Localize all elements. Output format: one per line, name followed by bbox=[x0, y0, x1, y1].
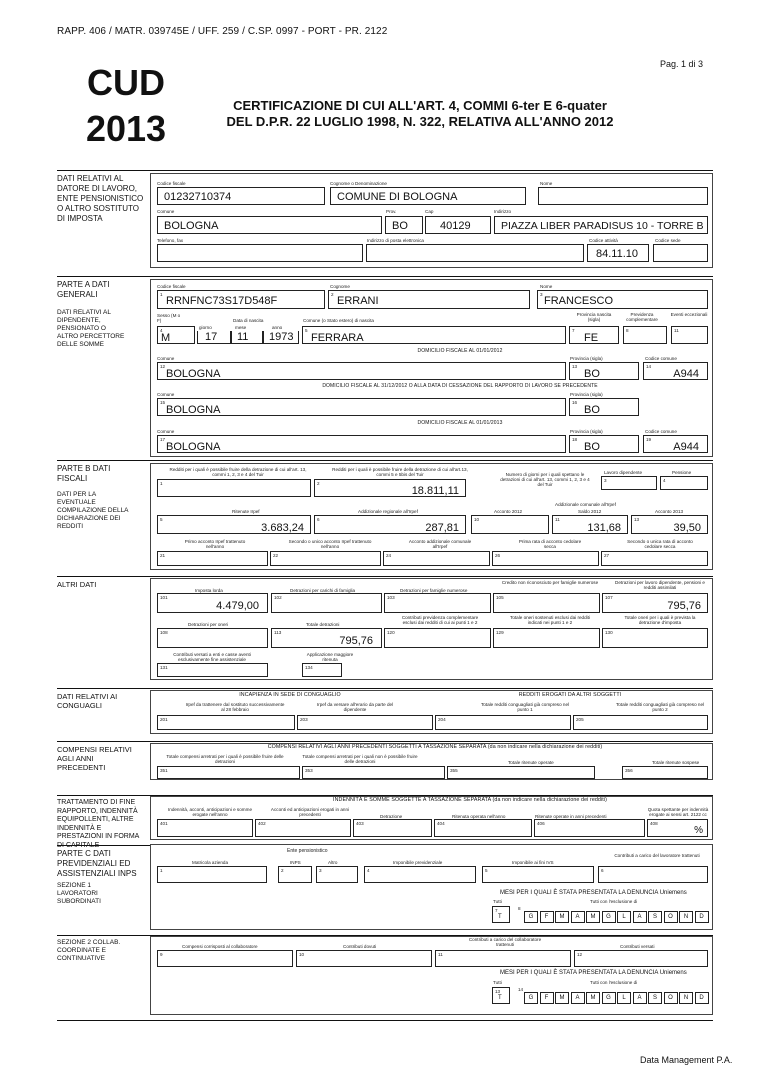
month-checkbox[interactable]: L bbox=[617, 992, 631, 1004]
month-checkbox[interactable]: A bbox=[633, 992, 647, 1004]
field-a-130[interactable]: 130 bbox=[602, 628, 708, 648]
label-c-204: Totale redditi conguagliati già compreso nel punto 1 bbox=[480, 702, 570, 712]
label-a-134: Applicazione maggiore ritenuta bbox=[306, 652, 354, 662]
section-compensi-label: COMPENSI RELATIVI AGLI ANNI PRECEDENTI bbox=[57, 745, 132, 772]
field-a-102[interactable]: 102 bbox=[271, 593, 382, 613]
field-t-403[interactable]: 403 bbox=[353, 819, 432, 837]
label-dip-sesso: Sesso (M o F) bbox=[157, 313, 181, 323]
dip-mese-value: 11 bbox=[237, 331, 249, 343]
dom1-comune-value: BOLOGNA bbox=[166, 368, 221, 380]
label-datore-cf: Codice fiscale bbox=[157, 181, 186, 186]
month-checkbox[interactable]: S bbox=[648, 911, 662, 923]
field-datore-email[interactable] bbox=[366, 244, 584, 262]
document-title bbox=[200, 98, 640, 130]
footer-company: Data Management P.A. bbox=[640, 1055, 733, 1065]
month-checkbox[interactable]: G bbox=[524, 992, 538, 1004]
label-b-1: Redditi per i quali è possibile fruire della detrazione di cui all'art. 13, commi 1, 2, 3 e 4 del Tuir bbox=[169, 467, 307, 477]
label-matricola: Matricola azienda bbox=[192, 860, 229, 865]
field-dip-prov-nascita[interactable]: 7 FE bbox=[569, 326, 619, 344]
field-dip-comune-nascita[interactable]: 5 FERRARA bbox=[302, 326, 566, 344]
label-t-401: Indennità, acconti, anticipazioni e somme erogate nell'anno bbox=[167, 807, 252, 817]
title-line1: CERTIFICAZIONE DI CUI ALL'ART. 4, COMMI 6-ter E 6-quater bbox=[233, 98, 607, 113]
label-b-2: Redditi per i quali è possibile fruire della detrazione di cui all'art.13, commi 5 e 5bis del Tuir bbox=[332, 467, 468, 477]
label-tutti-1: Tutti bbox=[493, 899, 502, 904]
dom3-prov-value: BO bbox=[584, 441, 600, 453]
label-a-108: Detrazioni per oneri bbox=[188, 622, 229, 627]
field-dip-eventi[interactable]: 11 bbox=[671, 326, 708, 344]
field-a-134[interactable]: 134 bbox=[302, 663, 342, 677]
label-esclusione-1: Tutti con l'esclusione di bbox=[590, 899, 638, 904]
field-dip-previdenza[interactable]: 8 bbox=[623, 326, 667, 344]
band-compensi: COMPENSI RELATIVI AGLI ANNI PRECEDENTI SOGGETTI A TASSAZIONE SEPARATA (da non indicare nella dichiarazione dei redditi) bbox=[267, 744, 603, 750]
dip-giorno-value: 17 bbox=[205, 331, 218, 343]
dom3-cod-value: A944 bbox=[673, 441, 699, 453]
dom1-cod-value: A944 bbox=[673, 368, 699, 380]
field-dom1-cod[interactable]: 14 A944 bbox=[643, 362, 708, 380]
label-t-406: Ritenute operate in anni precedenti bbox=[535, 814, 607, 819]
label-b-22: Secondo o unico acconto Irpef trattenuto nell'anno bbox=[288, 539, 372, 549]
dom2-prov-value: BO bbox=[584, 404, 600, 416]
label-datore-cap: Cap bbox=[425, 209, 434, 214]
month-checkbox[interactable]: M bbox=[555, 911, 569, 923]
field-datore-attivita[interactable] bbox=[587, 244, 649, 262]
label-dip-nome: Nome bbox=[540, 284, 553, 289]
datore-attivita-value: 84.11.10 bbox=[596, 248, 639, 260]
label-a-107: Detrazioni per lavoro dipendente, pensioni e redditi assimilati bbox=[615, 580, 705, 590]
field-dip-cf[interactable]: 1 RRNFNC73S17D548F bbox=[157, 290, 325, 309]
field-d-356[interactable]: 356 bbox=[622, 766, 708, 779]
field-t-402[interactable]: 402 bbox=[255, 819, 351, 837]
field-b-5[interactable]: 5 3.683,24 bbox=[157, 515, 311, 534]
dom1-prov-value: BO bbox=[584, 368, 600, 380]
field-dom3-cod[interactable]: 19 A944 bbox=[643, 435, 708, 453]
label-a-129: Totale oneri sostenuti esclusi dai redditi indicati nei punti 1 e 2 bbox=[510, 615, 590, 625]
label-a-120: Contributi previdenza complementare esclusi dai redditi di cui ai punti 1 e 2 bbox=[401, 615, 479, 625]
field-b-26[interactable]: 26 bbox=[492, 551, 599, 566]
month-checkbox[interactable]: S bbox=[648, 992, 662, 1004]
month-checkbox[interactable]: F bbox=[540, 911, 554, 923]
label-s2-10: Contributi dovuti bbox=[343, 944, 377, 949]
datore-prov-value: BO bbox=[392, 220, 408, 232]
label-a-105: Credito non riconosciuto per famiglie numerose bbox=[501, 580, 599, 585]
field-a-113[interactable]: 113 795,76 bbox=[271, 628, 382, 648]
field-dip-nome[interactable]: 3 FRANCESCO bbox=[537, 290, 708, 309]
field-a-129[interactable]: 129 bbox=[493, 628, 600, 648]
month-checkbox[interactable]: D bbox=[695, 911, 709, 923]
label-datore-nome: Nome bbox=[540, 181, 553, 186]
month-checkbox[interactable]: M bbox=[586, 992, 600, 1004]
field-datore-sede[interactable] bbox=[653, 244, 708, 262]
month-checkbox[interactable]: A bbox=[571, 911, 585, 923]
section-parte-c-label: PARTE C DATI PREVIDENZIALI ED ASSISTENZIALI INPS bbox=[57, 849, 137, 878]
datore-cf-value: 01232710374 bbox=[164, 191, 232, 203]
section-c-sez1: SEZIONE 1 LAVORATORI SUBORDINATI bbox=[57, 882, 101, 905]
field-dip-sesso[interactable]: 4 M bbox=[157, 326, 195, 344]
dip-sesso-value: M bbox=[161, 332, 171, 344]
month-checkbox[interactable]: M bbox=[555, 992, 569, 1004]
month-checkbox[interactable]: M bbox=[586, 911, 600, 923]
logo-line1: CUD bbox=[87, 62, 165, 103]
label-c-203: Irpef da versare all'erario da parte del dipendente bbox=[316, 702, 394, 712]
band-incapienza: INCAPIENZA IN SEDE DI CONGUAGLIO bbox=[239, 692, 341, 698]
field-dom3-comune[interactable]: 17 BOLOGNA bbox=[157, 435, 566, 453]
field-datore-nome[interactable] bbox=[538, 187, 708, 205]
band-tfr: INDENNITÀ E SOMME SOGGETTE A TASSAZIONE SEPARATA (da non indicare nella dichiarazione dei redditi) bbox=[333, 797, 607, 803]
label-dip-mese: mese bbox=[235, 325, 247, 330]
label-d-353: Totale compensi arretrati per i quali non è possibile fruire delle detrazioni bbox=[302, 754, 418, 764]
field-s2-11[interactable]: 11 bbox=[435, 950, 571, 967]
field-dip-cognome[interactable]: 2 ERRANI bbox=[328, 290, 530, 309]
dip-anno-value: 1973 bbox=[269, 331, 294, 343]
label-datore-indirizzo: Indirizzo bbox=[494, 209, 512, 214]
dom3-comune-value: BOLOGNA bbox=[166, 441, 221, 453]
field-c-204[interactable]: 204 bbox=[435, 715, 571, 730]
field-c-1[interactable]: 1 bbox=[157, 866, 267, 883]
band-redditi-altri: REDDITI EROGATI DA ALTRI SOGGETTI bbox=[518, 692, 622, 698]
field-a-101[interactable]: 101 4.479,00 bbox=[157, 593, 268, 613]
field-t-401[interactable]: 401 bbox=[157, 819, 253, 837]
t-408-percent: % bbox=[694, 825, 703, 836]
section-divider bbox=[57, 741, 713, 742]
field-b-22[interactable]: 22 bbox=[270, 551, 381, 566]
field-t-408[interactable]: 408 % bbox=[647, 819, 708, 837]
section-divider bbox=[57, 170, 713, 171]
field-b-6[interactable]: 6 287,81 bbox=[314, 515, 466, 534]
section-parte-a-sub: DATI RELATIVI AL DIPENDENTE, PENSIONATO O ALTRO PERCETTORE DELLE SOMME bbox=[57, 309, 125, 348]
label-b-addcom: Addizionale comunale all'Irpef bbox=[555, 502, 616, 507]
label-a-131: Contributi versati a enti e casse aventi esclusivamente fine assistenziale bbox=[173, 652, 251, 662]
label-dom2-comune: Comune bbox=[157, 392, 175, 397]
field-b-10[interactable]: 10 bbox=[471, 515, 549, 534]
label-a-130: Totale oneri per i quali è prevista la detrazione d'imposta bbox=[624, 615, 696, 625]
label-dip-previdenza: Previdenza complementare bbox=[626, 312, 658, 322]
logo-line2: 2013 bbox=[85, 108, 167, 149]
field-c-6[interactable]: 6 bbox=[598, 866, 708, 883]
a-107-value: 795,76 bbox=[667, 600, 701, 612]
months-row-2: 14 G F M A M G L A S O N D bbox=[516, 987, 711, 1004]
month-checkbox[interactable]: G bbox=[602, 911, 616, 923]
field-datore-indirizzo[interactable] bbox=[494, 216, 708, 234]
label-a-103: Detrazioni per famiglie numerose bbox=[400, 588, 468, 593]
label-b-26: Prima rata di acconto cedolare secca bbox=[518, 539, 582, 549]
label-b-5: Ritenute Irpef bbox=[232, 509, 260, 514]
label-b-acc2013: Acconto 2013 bbox=[655, 509, 684, 514]
field-dom1-prov[interactable]: 13 BO bbox=[569, 362, 639, 380]
mesi-title-1: MESI PER I QUALI È STATA PRESENTATA LA DENUNCIA Uniemens bbox=[500, 890, 687, 896]
label-esclusione-2: Tutti con l'esclusione di bbox=[590, 980, 638, 985]
label-a-102: Detrazioni per carichi di famiglia bbox=[290, 588, 356, 593]
label-s2-12: Contributi versati bbox=[620, 944, 655, 949]
field-b-3[interactable]: 3 bbox=[601, 476, 657, 490]
field-a-131[interactable]: 131 bbox=[157, 663, 268, 677]
month-checkbox[interactable]: G bbox=[524, 911, 538, 923]
month-checkbox[interactable]: O bbox=[664, 911, 678, 923]
field-d-355[interactable]: 355 bbox=[447, 766, 595, 779]
field-dip-mese[interactable] bbox=[231, 331, 263, 344]
label-t-402: Acconti ed anticipazioni erogati in anni precedenti bbox=[270, 807, 350, 817]
label-dom1-comune: Comune bbox=[157, 356, 175, 361]
label-dip-prov-nascita: Provincia nascita (sigla) bbox=[576, 312, 612, 322]
label-dip-data: Data di nascita bbox=[233, 318, 264, 323]
field-datore-prov[interactable] bbox=[385, 216, 423, 234]
field-dom1-comune[interactable]: 12 BOLOGNA bbox=[157, 362, 566, 380]
label-d-355: Totale ritenute operate bbox=[508, 760, 554, 765]
label-d-356: Totale ritenute sospese bbox=[652, 760, 700, 765]
label-ente: Ente pensionistico bbox=[287, 848, 328, 854]
datore-indirizzo-value: PIAZZA LIBER PARADISUS 10 - TORRE B bbox=[501, 220, 704, 232]
field-a-105[interactable]: 105 bbox=[493, 593, 600, 613]
dip-comune-nascita-value: FERRARA bbox=[311, 332, 364, 344]
field-c-4[interactable]: 4 bbox=[364, 866, 476, 883]
title-line2: DEL D.P.R. 22 LUGLIO 1998, N. 322, RELATIVA ALL'ANNO 2012 bbox=[226, 114, 614, 129]
month-checkbox[interactable]: G bbox=[602, 992, 616, 1004]
field-c-201[interactable]: 201 bbox=[157, 715, 295, 730]
label-dip-giorno: giorno bbox=[199, 325, 212, 330]
label-dom1-provincia: Provincia (sigla) bbox=[570, 356, 603, 361]
label-c-205: Totale redditi conguagliati già compreso nel punto 2 bbox=[615, 702, 705, 712]
field-c-tutti-1[interactable]: 7 T bbox=[492, 906, 510, 923]
label-dip-eventi: Eventi eccezionali bbox=[670, 312, 708, 317]
month-checkbox[interactable]: O bbox=[664, 992, 678, 1004]
label-s2-9: Compensi corrisposti al collaboratore bbox=[182, 944, 258, 949]
datore-denominazione-value: COMUNE DI BOLOGNA bbox=[337, 191, 458, 203]
field-c-5[interactable]: 5 bbox=[482, 866, 594, 883]
label-datore-denominazione: Cognome o Denominazione bbox=[330, 181, 387, 186]
field-a-107[interactable]: 107 795,76 bbox=[602, 593, 708, 613]
label-c-201: Irpef da trattenere dal sostituto successivamente al 28 febbraio bbox=[185, 702, 285, 712]
mesi-title-2: MESI PER I QUALI È STATA PRESENTATA LA DENUNCIA Uniemens bbox=[500, 970, 687, 976]
document-reference: RAPP. 406 / MATR. 039745E / UFF. 259 / C.SP. 0997 - PORT - PR. 2122 bbox=[57, 26, 388, 37]
label-b-27: Secondo o unica rata di acconto cedolare secca bbox=[627, 539, 693, 549]
tutti-mark-2: T bbox=[498, 995, 502, 1001]
field-d-353[interactable]: 353 bbox=[302, 766, 445, 779]
field-b-24[interactable]: 24 bbox=[383, 551, 490, 566]
section-parte-b-sub: DATI PER LA EVENTUALE COMPILAZIONE DELLA DICHIARAZIONE DEI REDDITI bbox=[57, 491, 129, 530]
label-t-403: Detrazione bbox=[380, 814, 403, 819]
label-dom3-provincia: Provincia (sigla) bbox=[570, 429, 603, 434]
section-tfr-label: TRATTAMENTO DI FINE RAPPORTO, INDENNITÀ EQUIPOLLENTI, ALTRE INDENNITÀ E PRESTAZIONI IN FORMA DI CAPITALE bbox=[57, 799, 139, 849]
section-c-sez2: SEZIONE 2 COLLAB. COORDINATE E CONTINUATIVE bbox=[57, 939, 121, 962]
section-altri-label: ALTRI DATI bbox=[57, 580, 97, 589]
band-domicilio-cessazione: DOMICILIO FISCALE AL 31/12/2012 O ALLA DATA DI CESSAZIONE DEL RAPPORTO DI LAVORO SE PRECEDENTE bbox=[322, 383, 598, 389]
label-dom1-codcomune: Codice comune bbox=[645, 356, 677, 361]
label-a-101: Imposta lorda bbox=[195, 588, 223, 593]
field-b-1[interactable]: 1 bbox=[157, 479, 311, 497]
field-a-108[interactable]: 108 bbox=[157, 628, 268, 648]
field-s2-9[interactable]: 9 bbox=[157, 950, 293, 967]
field-t-404[interactable]: 404 bbox=[434, 819, 532, 837]
section-datore-label: DATI RELATIVI AL DATORE DI LAVORO, ENTE PENSIONISTICO O ALTRO SOSTITUTO DI IMPOSTA bbox=[57, 174, 144, 223]
label-t-408: Quota spettante per indennità erogate ai sensi art. 2122 cc bbox=[647, 807, 709, 817]
field-b-4[interactable]: 4 bbox=[660, 476, 708, 490]
field-d-351[interactable]: 351 bbox=[157, 766, 300, 779]
band-domicilio-2013: DOMICILIO FISCALE AL 01/01/2013 bbox=[417, 420, 503, 426]
field-b-13[interactable]: 13 39,50 bbox=[631, 515, 708, 534]
field-c-2[interactable]: 2 bbox=[278, 866, 312, 883]
label-b-6: Addizionale regionale all'Irpef bbox=[358, 509, 418, 514]
field-dip-giorno[interactable] bbox=[197, 331, 231, 344]
month-checkbox[interactable]: N bbox=[679, 911, 693, 923]
label-datore-attivita: Codice attività bbox=[589, 238, 618, 243]
cud-logo bbox=[70, 60, 182, 152]
label-b-pensione: Pensione bbox=[672, 470, 692, 475]
label-s2-11: Contributi a carico del collaboratore trattenuti bbox=[468, 937, 542, 947]
label-dip-comune-nascita: Comune (o Stato estero) di nascita bbox=[303, 318, 374, 323]
field-datore-comune[interactable] bbox=[157, 216, 382, 234]
label-imp-ivs: Imponibile ai fini IVS bbox=[512, 860, 554, 865]
field-b-21[interactable]: 21 bbox=[157, 551, 268, 566]
months-row-1: 8 G F M A M G L A S O N D bbox=[516, 906, 711, 923]
section-parte-a-label: PARTE A DATI GENERALI bbox=[57, 280, 110, 299]
label-b-lavoro: Lavoro dipendente bbox=[604, 470, 643, 475]
month-checkbox[interactable]: D bbox=[695, 992, 709, 1004]
datore-cap-value: 40129 bbox=[440, 220, 471, 232]
field-dom2-comune[interactable]: 15 BOLOGNA bbox=[157, 398, 566, 416]
section-divider bbox=[57, 576, 713, 577]
month-checkbox[interactable]: A bbox=[633, 911, 647, 923]
datore-comune-value: BOLOGNA bbox=[164, 220, 219, 232]
field-a-103[interactable]: 103 bbox=[384, 593, 491, 613]
label-altro: Altro bbox=[328, 860, 338, 865]
label-dom3-comune: Comune bbox=[157, 429, 175, 434]
b-13-value: 39,50 bbox=[673, 522, 701, 534]
field-a-120[interactable]: 120 bbox=[384, 628, 491, 648]
label-datore-comune: Comune bbox=[157, 209, 175, 214]
field-dip-anno[interactable] bbox=[263, 331, 299, 344]
label-b-21: Primo acconto Irpef trattenuto nell'anno bbox=[184, 539, 246, 549]
dip-cf-value: RRNFNC73S17D548F bbox=[166, 295, 278, 307]
band-domicilio-2012: DOMICILIO FISCALE AL 01/01/2012 bbox=[417, 348, 503, 354]
field-s2-12[interactable]: 12 bbox=[574, 950, 708, 967]
label-a-113: Totale detrazioni bbox=[306, 622, 340, 627]
label-dip-anno: anno bbox=[272, 325, 283, 330]
label-datore-email: Indirizzo di posta elettronica bbox=[367, 238, 424, 243]
field-s2-10[interactable]: 10 bbox=[296, 950, 432, 967]
field-b-11[interactable]: 11 131,68 bbox=[552, 515, 628, 534]
label-datore-sede: Codice sede bbox=[655, 238, 681, 243]
section-divider bbox=[57, 276, 713, 277]
section-divider bbox=[57, 460, 713, 461]
field-datore-cap[interactable] bbox=[425, 216, 491, 234]
label-d-351: Totale compensi arretrati per i quali è possibile fruire delle detrazioni bbox=[166, 754, 284, 764]
label-dom2-provincia: Provincia (sigla) bbox=[570, 392, 603, 397]
field-c-203[interactable]: 203 bbox=[297, 715, 433, 730]
field-s2-tutti[interactable]: 13 T bbox=[492, 987, 510, 1004]
field-b-27[interactable]: 27 bbox=[601, 551, 708, 566]
label-datore-telefono: Telefono, fax bbox=[157, 238, 184, 243]
dip-prov-nascita-value: FE bbox=[584, 332, 599, 344]
a-113-value: 795,76 bbox=[339, 635, 373, 647]
label-b-24: Acconto addizionale comunale all'Irpef bbox=[408, 539, 472, 549]
label-tutti-2: Tutti bbox=[493, 980, 502, 985]
month-checkbox[interactable]: F bbox=[540, 992, 554, 1004]
field-datore-denominazione[interactable] bbox=[330, 187, 526, 205]
month-checkbox[interactable]: A bbox=[571, 992, 585, 1004]
field-t-406[interactable]: 406 bbox=[534, 819, 645, 837]
label-datore-prov: Prov. bbox=[386, 209, 397, 214]
dom2-comune-value: BOLOGNA bbox=[166, 404, 221, 416]
label-t-404: Ritenuta operata nell'anno bbox=[452, 814, 506, 819]
dip-cognome-value: ERRANI bbox=[337, 295, 379, 307]
label-dip-cognome: Cognome bbox=[330, 284, 350, 289]
field-datore-cf[interactable] bbox=[157, 187, 325, 205]
field-c-3[interactable]: 3 bbox=[316, 866, 358, 883]
field-b-2[interactable]: 2 18.811,11 bbox=[314, 479, 466, 497]
label-inps: INPS bbox=[290, 860, 301, 865]
section-divider bbox=[57, 688, 713, 689]
month-checkbox[interactable]: L bbox=[617, 911, 631, 923]
b-2-value: 18.811,11 bbox=[411, 485, 459, 497]
label-imponibile: Imponibile previdenziale bbox=[393, 860, 443, 865]
label-b-saldo2012: Saldo 2012 bbox=[578, 509, 602, 514]
b-6-value: 287,81 bbox=[425, 522, 459, 534]
label-contributi: Contributi a carico del lavoratore trattenuti bbox=[614, 853, 700, 858]
field-dom3-prov[interactable]: 18 BO bbox=[569, 435, 639, 453]
a-101-value: 4.479,00 bbox=[216, 600, 259, 612]
field-dom2-prov[interactable]: 16 BO bbox=[569, 398, 639, 416]
month-checkbox[interactable]: N bbox=[679, 992, 693, 1004]
dip-nome-value: FRANCESCO bbox=[544, 295, 614, 307]
label-dip-cf: Codice fiscale bbox=[157, 284, 186, 289]
section-parte-b-label: PARTE B DATI FISCALI bbox=[57, 464, 111, 483]
tutti-mark-1: T bbox=[498, 914, 502, 920]
section-conguagli-label: DATI RELATIVI AI CONGUAGLI bbox=[57, 692, 118, 710]
field-c-205[interactable]: 205 bbox=[573, 715, 708, 730]
label-b-3: Numero di giorni per i quali spettano le detrazioni di cui all'art. 13, commi 1, 2, 3 e 4 del Tuir bbox=[500, 472, 590, 487]
page-number: Pag. 1 di 3 bbox=[660, 59, 704, 69]
label-dom3-codcomune: Codice comune bbox=[645, 429, 677, 434]
b-5-value: 3.683,24 bbox=[261, 522, 304, 534]
field-datore-telefono[interactable] bbox=[157, 244, 363, 262]
b-11-value: 131,68 bbox=[587, 522, 621, 534]
section-divider bbox=[57, 1020, 713, 1021]
label-b-acc2012: Acconto 2012 bbox=[494, 509, 523, 514]
